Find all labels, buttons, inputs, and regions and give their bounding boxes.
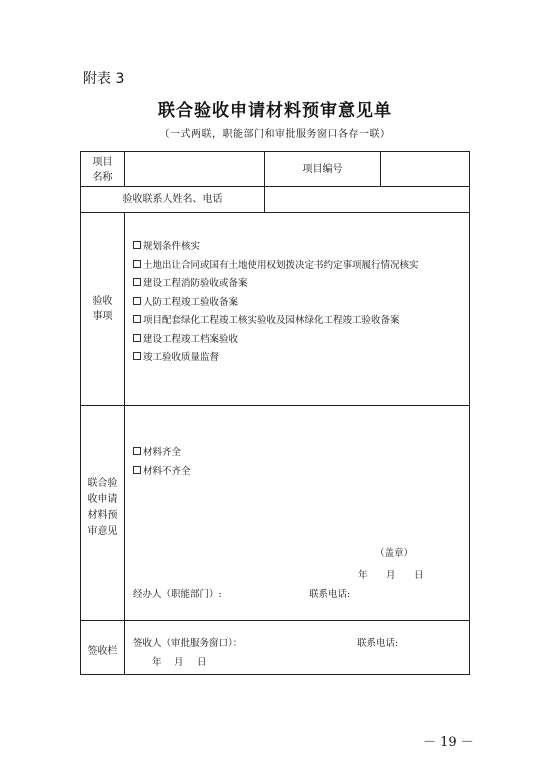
acceptance-items-label: 验收 事项 xyxy=(92,296,113,322)
checkbox[interactable] xyxy=(133,352,141,360)
row-divider xyxy=(81,405,469,406)
review-form-table xyxy=(80,151,470,675)
contact-value[interactable] xyxy=(265,187,467,211)
checkbox[interactable] xyxy=(133,241,141,249)
page-number: － 19 － xyxy=(423,735,474,750)
row-divider xyxy=(81,212,469,213)
acceptance-item[interactable]: 建设工程竣工档案验收 xyxy=(133,329,419,348)
checkbox[interactable] xyxy=(133,315,141,323)
receiver-phone-label: 联系电话: xyxy=(357,638,399,649)
acceptance-item[interactable]: 建设工程消防验收或备案 xyxy=(133,273,419,292)
date-month: 月 xyxy=(386,570,396,581)
handler-label: 经办人（职能部门）: xyxy=(133,589,222,600)
date-day: 日 xyxy=(414,570,424,581)
review-options-list xyxy=(133,442,191,479)
acceptance-item[interactable]: 竣工验收质量监督 xyxy=(133,347,419,366)
sign-date-day: 日 xyxy=(197,657,207,668)
sign-date-month: 月 xyxy=(174,657,184,668)
sign-date-year: 年 xyxy=(152,657,162,668)
row-divider xyxy=(81,620,469,621)
project-number-value[interactable] xyxy=(381,153,467,185)
review-opinion-label: 联合验 收申请 材料预 审意见 xyxy=(87,478,118,537)
seal-label: （盖章） xyxy=(375,548,414,559)
project-number-label: 项目编号 xyxy=(302,164,343,175)
review-option[interactable]: 材料齐全 xyxy=(133,442,191,461)
appendix-label: 附表 3 xyxy=(83,71,125,87)
checkbox[interactable] xyxy=(133,297,141,305)
handler-phone-label: 联系电话: xyxy=(309,589,351,600)
acceptance-item[interactable]: 人防工程竣工验收备案 xyxy=(133,292,419,311)
acceptance-item[interactable]: 规划条件核实 xyxy=(133,236,419,255)
checkbox[interactable] xyxy=(133,278,141,286)
sign-label: 签收栏 xyxy=(87,646,118,657)
date-year: 年 xyxy=(358,570,368,581)
review-option[interactable]: 材料不齐全 xyxy=(133,461,191,480)
acceptance-item[interactable]: 项目配套绿化工程竣工核实验收及园林绿化工程竣工验收备案 xyxy=(133,310,419,329)
checkbox[interactable] xyxy=(133,466,141,474)
checkbox[interactable] xyxy=(133,447,141,455)
contact-label: 验收联系人姓名、电话 xyxy=(122,194,223,205)
acceptance-item[interactable]: 土地出让合同或国有土地使用权划拨决定书约定事项履行情况核实 xyxy=(133,255,419,274)
acceptance-items-list xyxy=(133,236,419,366)
column-divider xyxy=(124,212,125,674)
receiver-label: 签收人（审批服务窗口）： xyxy=(133,638,243,649)
form-title: 联合验收申请材料预审意见单 xyxy=(158,101,392,121)
checkbox[interactable] xyxy=(133,260,141,268)
form-subtitle: （一式两联，职能部门和审批服务窗口各存一联） xyxy=(159,129,391,140)
project-name-value[interactable] xyxy=(125,153,263,185)
checkbox[interactable] xyxy=(133,334,141,342)
project-name-label: 项目 名称 xyxy=(92,157,113,183)
